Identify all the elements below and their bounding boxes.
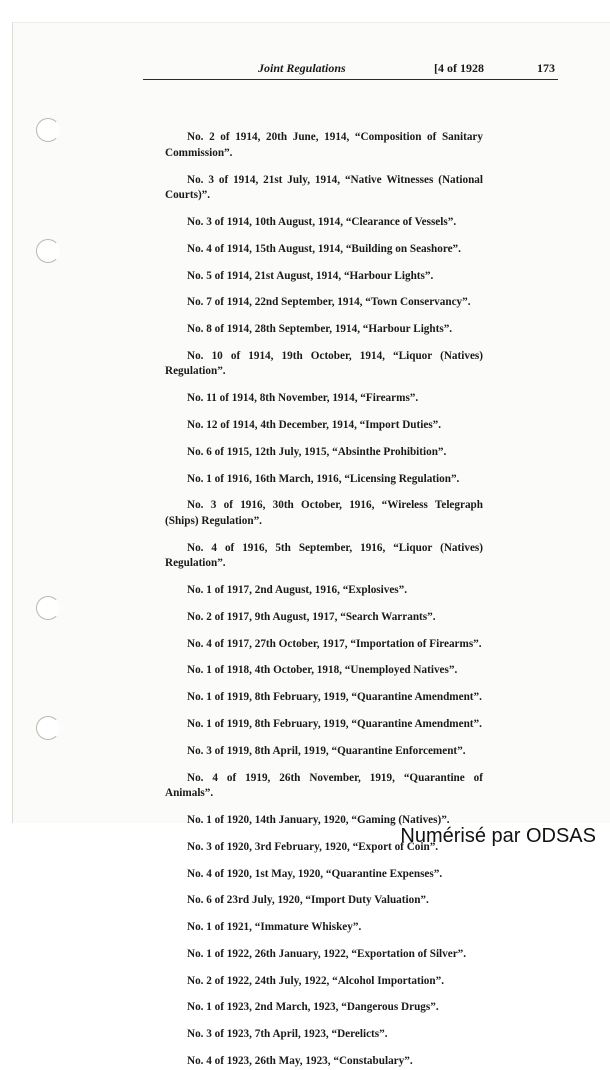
list-item: No. 6 of 23rd July, 1920, “Import Duty Valuation”.	[187, 894, 429, 907]
list-item: No. 3 of 1914, 10th August, 1914, “Clearance of Vessels”.	[187, 215, 457, 228]
list-item: No. 1 of 1919, 8th February, 1919, “Quarantine Amendment”.	[187, 718, 482, 730]
list-item: No. 4 of 1917, 27th October, 1917, “Importation of Firearms”.	[187, 637, 482, 650]
list-item: No. 8 of 1914, 28th September, 1914, “Harbour Lights”.	[187, 323, 453, 336]
list-item: No. 1 of 1920, 14th January, 1920, “Gaming (Natives)”.	[187, 813, 450, 826]
digitization-credit: Numérisé par ODSAS	[400, 825, 596, 847]
page-number: 173	[537, 61, 555, 75]
running-header	[143, 57, 558, 80]
list-item: No. 7 of 1914, 22nd September, 1914, “Town Conservancy”.	[187, 296, 471, 309]
regulation-list	[165, 119, 483, 1070]
list-item: No. 3 of 1919, 8th April, 1919, “Quarantine Enforcement”.	[187, 744, 466, 757]
punch-hole	[36, 118, 60, 142]
list-item: No. 3 of 1920, 3rd February, 1920, “Export of Coin”.	[187, 840, 439, 853]
list-item: No. 1 of 1923, 2nd March, 1923, “Dangerous Drugs”.	[187, 1001, 439, 1014]
list-item: No. 5 of 1914, 21st August, 1914, “Harbour Lights”.	[187, 269, 434, 282]
list-item: No. 2 of 1917, 9th August, 1917, “Search Warrants”.	[187, 610, 436, 623]
section-reference: [4 of 1928	[434, 61, 484, 75]
list-item: No. 1 of 1919, 8th February, 1919, “Quarantine Amendment”.	[187, 691, 482, 704]
list-item: No. 4 of 1916, 5th September, 1916, “Liquor (Natives) Regulation”.	[165, 541, 483, 570]
list-item: No. 1 of 1921, “Immature Whiskey”.	[187, 921, 362, 934]
list-item: No. 10 of 1914, 19th October, 1914, “Liquor (Natives) Regulation”.	[165, 349, 483, 378]
list-item: No. 3 of 1914, 21st July, 1914, “Native Witnesses (National Courts)”.	[165, 173, 483, 202]
list-item: No. 4 of 1914, 15th August, 1914, “Building on Seashore”.	[187, 242, 461, 255]
punch-hole	[36, 716, 60, 740]
list-item: No. 3 of 1923, 7th April, 1923, “Derelicts”.	[187, 1028, 388, 1041]
list-item: No. 2 of 1922, 24th July, 1922, “Alcohol Importation”.	[187, 974, 445, 987]
list-item: No. 1 of 1916, 16th March, 1916, “Licensing Regulation”.	[187, 472, 460, 485]
running-title: Joint Regulations	[258, 61, 346, 75]
punch-hole	[36, 596, 60, 620]
list-item: No. 1 of 1917, 2nd August, 1916, “Explosives”.	[187, 584, 408, 597]
list-item: No. 1 of 1918, 4th October, 1918, “Unemployed Natives”.	[187, 664, 458, 677]
list-item: No. 2 of 1914, 20th June, 1914, “Composition of Sanitary Commission”.	[165, 131, 483, 159]
list-item: No. 4 of 1920, 1st May, 1920, “Quarantine Expenses”.	[187, 867, 443, 880]
list-item: No. 12 of 1914, 4th December, 1914, “Import Duties”.	[187, 419, 442, 431]
list-item: No. 4 of 1923, 26th May, 1923, “Constabulary”.	[187, 1054, 413, 1067]
list-item: No. 4 of 1919, 26th November, 1919, “Quarantine of Animals”.	[165, 771, 483, 800]
list-item: No. 6 of 1915, 12th July, 1915, “Absinthe Prohibition”.	[187, 445, 447, 458]
punch-hole	[36, 239, 60, 263]
list-item: No. 1 of 1922, 26th January, 1922, “Exportation of Silver”.	[187, 947, 467, 960]
list-item: No. 3 of 1916, 30th October, 1916, “Wireless Telegraph (Ships) Regulation”.	[165, 499, 483, 527]
list-item: No. 11 of 1914, 8th November, 1914, “Firearms”.	[187, 392, 419, 405]
